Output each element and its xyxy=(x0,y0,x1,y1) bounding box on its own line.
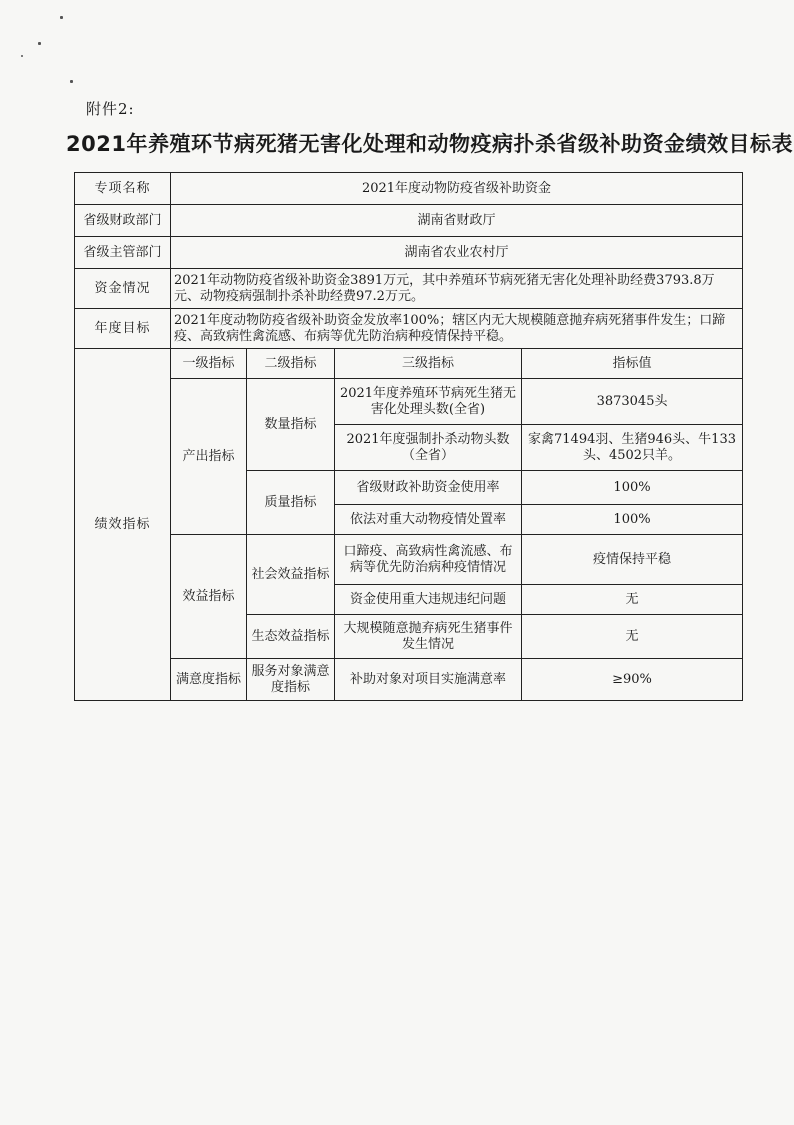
scan-speck xyxy=(60,16,63,19)
performance-table xyxy=(74,172,743,701)
scan-speck xyxy=(21,55,23,57)
quality-label: 质量指标 xyxy=(247,471,335,535)
info-row xyxy=(75,237,743,269)
ecological-label: 生态效益指标 xyxy=(247,615,335,659)
info-value: 2021年度动物防疫省级补助资金 xyxy=(171,173,743,205)
value-cell: ≥90% xyxy=(522,659,743,701)
value-cell: 100% xyxy=(522,471,743,505)
header-level2: 二级指标 xyxy=(247,349,335,379)
quantity-label: 数量指标 xyxy=(247,379,335,471)
document-title: 2021年养殖环节病死猪无害化处理和动物疫病扑杀省级补助资金绩效目标表 xyxy=(66,132,793,156)
social-label: 社会效益指标 xyxy=(247,535,335,615)
header-row xyxy=(75,349,743,379)
output-label: 产出指标 xyxy=(171,379,247,535)
info-value: 2021年度动物防疫省级补助资金发放率100%；辖区内无大规模随意抛弃病死猪事件发生；口蹄疫、高致病性禽流感、布病等优先防治病种疫情保持平稳。 xyxy=(171,309,743,349)
value-cell: 3873045头 xyxy=(522,379,743,425)
indicator-cell: 资金使用重大违规违纪问题 xyxy=(335,585,522,615)
info-label: 专项名称 xyxy=(75,173,171,205)
header-level1: 一级指标 xyxy=(171,349,247,379)
section-label: 绩效指标 xyxy=(75,349,171,701)
value-cell: 无 xyxy=(522,615,743,659)
indicator-cell: 补助对象对项目实施满意率 xyxy=(335,659,522,701)
info-label: 资金情况 xyxy=(75,269,171,309)
value-cell: 疫情保持平稳 xyxy=(522,535,743,585)
scan-speck xyxy=(38,42,41,45)
info-row xyxy=(75,309,743,349)
indicator-cell: 2021年度强制扑杀动物头数（全省） xyxy=(335,425,522,471)
info-value: 湖南省财政厅 xyxy=(171,205,743,237)
header-level3: 三级指标 xyxy=(335,349,522,379)
table-row xyxy=(75,535,743,585)
info-row xyxy=(75,269,743,309)
value-cell: 家禽71494羽、生猪946头、牛133头、4502只羊。 xyxy=(522,425,743,471)
value-cell: 无 xyxy=(522,585,743,615)
benefit-label: 效益指标 xyxy=(171,535,247,659)
info-value: 2021年动物防疫省级补助资金3891万元，其中养殖环节病死猪无害化处理补助经费3793.8万元、动物疫病强制扑杀补助经费97.2万元。 xyxy=(171,269,743,309)
indicator-cell: 依法对重大动物疫情处置率 xyxy=(335,505,522,535)
indicator-cell: 大规模随意抛弃病死生猪事件发生情况 xyxy=(335,615,522,659)
info-label: 省级主管部门 xyxy=(75,237,171,269)
info-row xyxy=(75,205,743,237)
info-value: 湖南省农业农村厅 xyxy=(171,237,743,269)
attachment-label: 附件2: xyxy=(86,100,135,118)
scan-speck xyxy=(70,80,73,83)
satisfaction-sublabel: 服务对象满意度指标 xyxy=(247,659,335,701)
indicator-cell: 口蹄疫、高致病性禽流感、布病等优先防治病种疫情情况 xyxy=(335,535,522,585)
info-label: 省级财政部门 xyxy=(75,205,171,237)
table-row xyxy=(75,379,743,425)
indicator-cell: 2021年度养殖环节病死生猪无害化处理头数(全省) xyxy=(335,379,522,425)
info-row xyxy=(75,173,743,205)
value-cell: 100% xyxy=(522,505,743,535)
indicator-cell: 省级财政补助资金使用率 xyxy=(335,471,522,505)
table-row xyxy=(75,659,743,701)
header-value: 指标值 xyxy=(522,349,743,379)
info-label: 年度目标 xyxy=(75,309,171,349)
satisfaction-label: 满意度指标 xyxy=(171,659,247,701)
